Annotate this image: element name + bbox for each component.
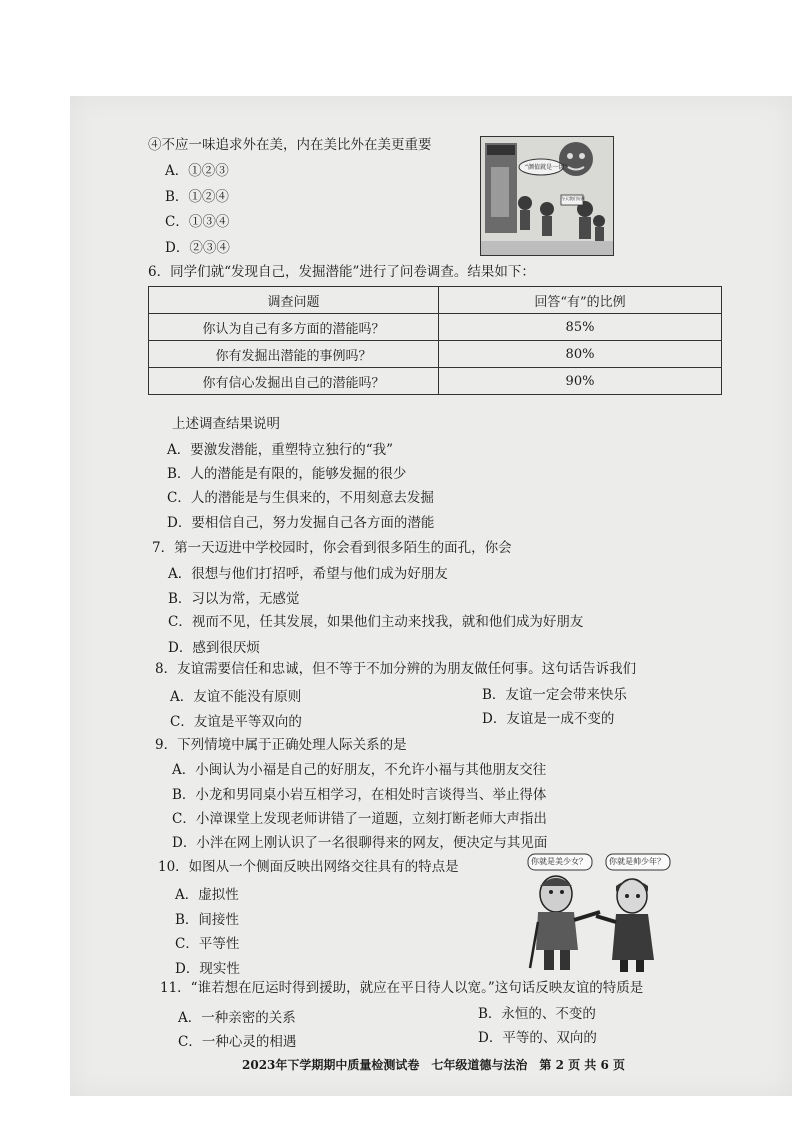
q11-option-d: D．平等的、双向的	[478, 1030, 597, 1046]
table-header-ratio: 回答“有”的比例	[439, 287, 722, 314]
q11-option-b: B．永恒的、不变的	[478, 1006, 596, 1022]
table-cell-ratio: 90%	[439, 368, 722, 395]
q7-option-c: C．视而不见，任其发展，如果他们主动来找我，就和他们成为好朋友	[168, 614, 584, 630]
table-row	[149, 341, 722, 368]
q8-option-a: A．友谊不能没有原则	[170, 689, 302, 705]
q7-option-a: A．很想与他们打招呼，希望与他们成为好朋友	[168, 566, 448, 582]
q11-stem: 11．“谁若想在厄运时得到援助，就应在平日待人以宽。”这句话反映友谊的特质是	[160, 980, 644, 996]
q10-option-d: D．现实性	[175, 961, 240, 977]
bubble-left-text: 你就是美少女？	[531, 857, 587, 866]
q7-option-b: B．习以为常，无感觉	[168, 591, 300, 607]
table-cell-question: 你有发掘出潜能的事例吗？	[149, 341, 439, 368]
table-cell-question: 你有信心发掘出自己的潜能吗？	[149, 368, 439, 395]
q10-option-a: A．虚拟性	[175, 887, 239, 903]
q10-stem: 10．如图从一个侧面反映出网络交往具有的特点是	[158, 859, 459, 875]
table-cell-ratio: 85%	[439, 314, 722, 341]
q10-option-c: C．平等性	[175, 936, 240, 952]
q6-lead: 上述调查结果说明	[172, 416, 280, 432]
table-cell-ratio: 80%	[439, 341, 722, 368]
table-cell-question: 你认为自己有多方面的潜能吗？	[149, 314, 439, 341]
survey-table	[148, 286, 722, 395]
bubble-right-text: 你就是帅少年？	[609, 857, 665, 866]
q6-option-a: A．要激发潜能，重塑特立独行的“我”	[167, 442, 394, 458]
q8-option-b: B．友谊一定会带来快乐	[482, 687, 627, 703]
q11-option-a: A．一种亲密的关系	[178, 1010, 296, 1026]
q10-cartoon-image	[508, 850, 684, 974]
table-header-question: 调查问题	[149, 287, 439, 314]
q9-option-a: A．小闽认为小福是自己的好朋友，不允许小福与其他朋友交往	[172, 762, 547, 778]
table-row	[149, 314, 722, 341]
q5-option-c: C．①③④	[165, 214, 230, 230]
cartoon-bubble-text: “颜值就是一切”	[525, 164, 568, 171]
cartoon-sign-text: 今天我们好靓	[561, 196, 585, 201]
q6-stem: 6．同学们就“发现自己，发掘潜能”进行了问卷调查。结果如下：	[148, 264, 535, 280]
q8-option-c: C．友谊是平等双向的	[170, 714, 302, 730]
q5-option-b: B．①②④	[165, 189, 229, 205]
q6-option-c: C．人的潜能是与生俱来的，不用刻意去发掘	[167, 490, 434, 506]
q5-option-d: D．②③④	[165, 240, 230, 256]
page-footer: 2023年下学期期中质量检测试卷 七年级道德与法治 第 2 页 共 6 页	[242, 1058, 625, 1072]
q7-stem: 7．第一天迈进中学校园时，你会看到很多陌生的面孔，你会	[152, 540, 512, 556]
q6-option-b: B．人的潜能是有限的，能够发掘的很少	[167, 466, 407, 482]
q9-option-b: B．小龙和男同桌小岩互相学习，在相处时言谈得当、举止得体	[172, 787, 547, 803]
table-header-row	[149, 287, 722, 314]
table-row	[149, 368, 722, 395]
q5-option-a: A．①②③	[165, 163, 229, 179]
q8-stem: 8．友谊需要信任和忠诚，但不等于不加分辨的为朋友做任何事。这句话告诉我们	[155, 661, 637, 677]
q8-option-d: D．友谊是一成不变的	[482, 711, 615, 727]
q9-stem: 9．下列情境中属于正确处理人际关系的是	[155, 737, 407, 753]
q5-item4: ④不应一味追求外在美，内在美比外在美更重要	[148, 137, 432, 153]
q7-option-d: D．感到很厌烦	[168, 640, 260, 656]
q5-cartoon-image	[480, 136, 614, 256]
q6-option-d: D．要相信自己，努力发掘自己各方面的潜能	[167, 515, 435, 531]
q9-option-d: D．小泮在网上刚认识了一名很聊得来的网友，便决定与其见面	[172, 835, 548, 851]
q11-option-c: C．一种心灵的相遇	[178, 1034, 297, 1050]
q9-option-c: C．小漳课堂上发现老师讲错了一道题，立刻打断老师大声指出	[172, 811, 547, 827]
q10-option-b: B．间接性	[175, 912, 239, 928]
